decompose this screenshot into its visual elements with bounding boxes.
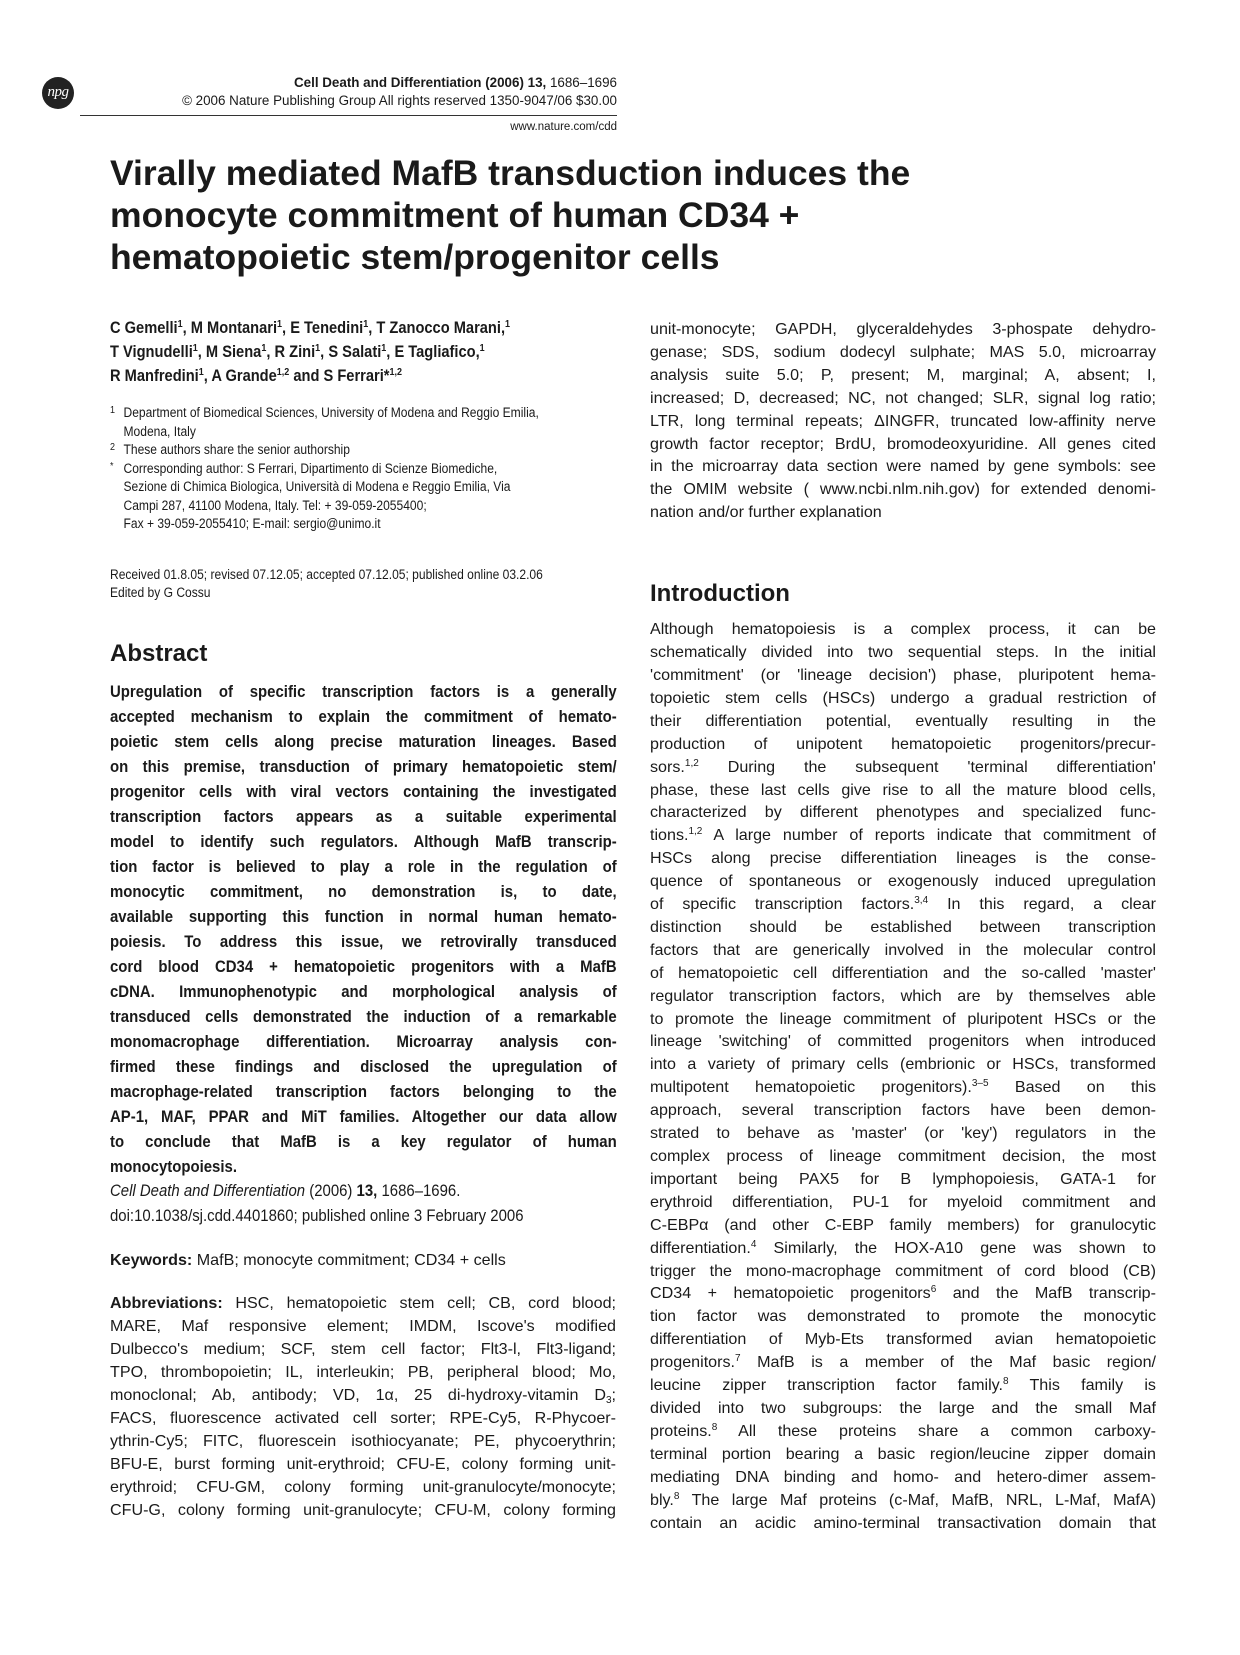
title-line: monocyte commitment of human CD34 + — [110, 195, 800, 235]
abstract-line: model to identify such regulators. Although MafB transcrip- — [110, 831, 617, 851]
intro-line — [650, 1512, 1156, 1535]
intro-line — [650, 1420, 1156, 1443]
intro-text: of specific transcription factors. — [650, 895, 915, 914]
abbreviation-text: ; — [611, 1386, 616, 1405]
intro-text: distinction should be established between transcription — [650, 917, 1156, 936]
author-affiliation-mark: 1 — [315, 343, 321, 354]
intro-text: to promote the lineage commitment of pluripotent HSCs or the — [650, 1009, 1156, 1028]
abbreviation-line: in the microarray data section were named by gene symbols: see — [650, 457, 1156, 476]
affiliation-mark: 2 — [110, 442, 116, 453]
reference-mark: 6 — [930, 1284, 937, 1296]
abstract-line: macrophage-related transcription factors belonging to the — [110, 1081, 617, 1101]
intro-line — [650, 1489, 1156, 1512]
page-range: 1686–1696 — [549, 75, 617, 90]
intro-text: 'commitment' (or 'lineage decision') phase, pluripotent hema- — [650, 665, 1156, 684]
reference-mark: 8 — [1002, 1376, 1009, 1388]
keywords-label: Keywords: — [110, 1250, 193, 1269]
abbreviation-line: unit-monocyte; GAPDH, glyceraldehydes 3-phospate dehydro- — [650, 320, 1156, 338]
intro-line — [650, 962, 1156, 985]
abbreviation-line: analysis suite 5.0; P, present; M, marginal; A, absent; I, — [650, 365, 1156, 384]
intro-text: During the subsequent 'terminal differentiation' — [698, 757, 1156, 776]
abbreviation-line — [110, 1430, 616, 1453]
intro-text: production of unipotent hematopoietic progenitors/precur- — [650, 734, 1156, 753]
intro-text: tion factor was demonstrated to promote the monocytic — [650, 1307, 1156, 1326]
npg-logo: npg — [42, 77, 74, 109]
intro-line — [650, 1214, 1156, 1237]
intro-line — [650, 1053, 1156, 1076]
intro-line — [650, 1305, 1156, 1328]
abstract-line: firmed these findings and disclosed the upregulation of — [110, 1056, 617, 1076]
introduction-heading: Introduction — [650, 580, 790, 608]
citation-doi[interactable]: doi:10.1038/sj.cdd.4401860; published online 3 February 2006 — [110, 1205, 524, 1225]
intro-text: strated to behave as 'master' (or 'key') regulators in the — [650, 1124, 1156, 1143]
abstract-line: transcription factors appears as a suitable experimental — [110, 806, 617, 826]
journal-url[interactable]: www.nature.com/cdd — [510, 121, 617, 133]
affiliation-mark: * — [110, 460, 114, 472]
intro-line — [650, 779, 1156, 802]
abbreviation-line: LTR, long terminal repeats; ΔINGFR, truncated low-affinity nerve — [650, 411, 1156, 430]
intro-text: of hematopoietic cell differentiation and the so-called 'master' — [650, 963, 1156, 982]
abbreviation-text: TPO, thrombopoietin; IL, interleukin; PB, peripheral blood; Mo, — [110, 1363, 616, 1382]
affiliation — [110, 404, 619, 441]
abbreviation-line — [110, 1407, 616, 1430]
intro-line — [650, 1374, 1156, 1397]
author-affiliation-mark: 1 — [261, 343, 267, 354]
citation-pages: 1686–1696. — [377, 1180, 461, 1200]
abbreviation-text: HSC, hematopoietic stem cell; CB, cord blood; — [222, 1294, 616, 1313]
abstract-line: transduced cells demonstrated the induction of a remarkable — [110, 1006, 617, 1026]
author-affiliation-mark: 1 — [381, 343, 387, 354]
reference-mark: 7 — [735, 1353, 741, 1365]
reference-mark: 1,2 — [684, 757, 699, 769]
intro-text: mediating DNA binding and homo- and hetero-dimer assem- — [650, 1467, 1156, 1486]
intro-line — [650, 756, 1156, 779]
intro-text: important being PAX5 for B lymphopoiesis, GATA-1 for — [650, 1169, 1156, 1188]
intro-text: progenitors. — [650, 1353, 735, 1372]
abstract-line: available supporting this function in normal human hemato- — [110, 906, 617, 926]
intro-line — [650, 618, 1156, 641]
citation — [110, 1178, 617, 1228]
intro-line — [650, 1237, 1156, 1260]
author-list — [110, 316, 614, 388]
affiliation — [110, 441, 619, 460]
title-line: Virally mediated MafB transduction induces the — [110, 153, 911, 193]
author-affiliation-mark: 1 — [505, 319, 511, 330]
abstract-line: tion factor is believed to play a role in the regulation of — [110, 856, 617, 876]
intro-line — [650, 1030, 1156, 1053]
intro-text: HSCs along precise differentiation lineages is the conse- — [650, 849, 1156, 868]
intro-text: Although hematopoiesis is a complex process, it can be — [650, 620, 1156, 639]
author-line: T Vignudelli$^1$, M Siena$^1$, R Zini$^1$, S Salati$^1$, E Tagliafico,$^1$ — [110, 343, 485, 361]
intro-line — [650, 1122, 1156, 1145]
abstract-line: accepted mechanism to explain the commitment of hemato- — [110, 706, 617, 726]
intro-text: All these proteins share a common carboxy- — [717, 1421, 1156, 1440]
article-dates — [110, 566, 619, 603]
abbreviation-line — [110, 1292, 616, 1315]
left-column — [110, 316, 616, 1521]
author-affiliation-mark: 1 — [192, 343, 198, 354]
intro-line — [650, 801, 1156, 824]
author-affiliation-mark: 1,2 — [389, 367, 402, 378]
title-line: hematopoietic stem/progenitor cells — [110, 237, 720, 277]
intro-text: bly. — [650, 1490, 674, 1509]
intro-text: CD34 + hematopoietic progenitors — [650, 1284, 931, 1303]
author-line: R Manfredini$^1$, A Grande$^{1,2}$ and S Ferrari*$^{1,2}$ — [110, 367, 402, 385]
intro-text: divided into two subgroups: the large and the small Maf — [650, 1398, 1156, 1417]
intro-text: approach, several transcription factors have been demon- — [650, 1101, 1156, 1120]
intro-text: regulator transcription factors, which are by themselves able — [650, 986, 1156, 1005]
intro-text: contain an acidic amino-terminal transactivation domain that — [650, 1513, 1156, 1532]
abstract-line: cord blood CD34 + hematopoietic progenitors with a MafB — [110, 956, 617, 976]
intro-line — [650, 1260, 1156, 1283]
author-affiliation-mark: 1 — [277, 319, 283, 330]
intro-text: tions. — [650, 826, 689, 845]
reference-mark: 8 — [711, 1421, 718, 1433]
editor-line: Edited by G Cossu — [110, 585, 211, 600]
abstract-line: monocytic commitment, no demonstration is, to date, — [110, 881, 617, 901]
introduction-text — [650, 618, 1156, 1534]
intro-line — [650, 870, 1156, 893]
intro-line — [650, 1008, 1156, 1031]
intro-text: complex process of lineage commitment decision, the most — [650, 1147, 1156, 1165]
intro-text: This family is — [1008, 1376, 1156, 1395]
citation-volume: 13, — [356, 1180, 378, 1200]
intro-line — [650, 824, 1156, 847]
intro-text: terminal portion bearing a basic region/leucine zipper domain — [650, 1444, 1156, 1463]
affiliation-line: Campi 287, 41100 Modena, Italy. Tel: + 39-059-2055400; — [123, 497, 427, 513]
citation-journal: Cell Death and Differentiation — [110, 1180, 306, 1200]
abstract-line: monomacrophage differentiation. Microarray analysis con- — [110, 1031, 617, 1051]
abbreviation-line: growth factor receptor; BrdU, bromodeoxyuridine. All genes cited — [650, 434, 1156, 453]
abstract-text — [110, 679, 617, 1179]
abbreviation-line: nation and/or further explanation — [650, 503, 882, 522]
intro-text: differentiation of Myb-Ets transformed avian hematopoietic — [650, 1330, 1156, 1349]
abstract-line: progenitor cells with viral vectors containing the investigated — [110, 781, 617, 801]
intro-text: factors that are generically involved in the molecular control — [650, 940, 1156, 959]
abstract-line: on this premise, transduction of primary hematopoietic stem/ — [110, 756, 617, 776]
intro-text: Similarly, the HOX-A10 gene was shown to — [756, 1238, 1156, 1257]
abstract-line: Upregulation of specific transcription factors is a generally — [110, 681, 617, 701]
reference-mark: 8 — [673, 1490, 680, 1502]
subscript: 3 — [605, 1395, 612, 1407]
intro-text: their differentiation potential, eventually resulting in the — [650, 711, 1156, 730]
intro-line — [650, 985, 1156, 1008]
abbreviation-text: BFU-E, burst forming unit-erythroid; CFU-E, colony forming unit- — [110, 1454, 616, 1473]
intro-text: differentiation. — [650, 1238, 751, 1257]
intro-text: Based on this — [988, 1078, 1156, 1097]
intro-line — [650, 847, 1156, 870]
copyright-line: © 2006 Nature Publishing Group All rights reserved 1350-9047/06 $30.00 — [182, 93, 617, 108]
author-affiliation-mark: 1 — [177, 319, 183, 330]
intro-text: The large Maf proteins (c-Maf, MafB, NRL, L-Maf, MafA) — [679, 1490, 1156, 1509]
intro-line — [650, 1145, 1156, 1168]
intro-text: phase, these last cells give rise to all the mature blood cells, — [650, 780, 1156, 799]
abbreviation-line — [110, 1384, 616, 1407]
affiliation-line: Modena, Italy — [123, 423, 196, 439]
right-column — [650, 318, 1156, 1534]
intro-line — [650, 1443, 1156, 1466]
author-line: C Gemelli$^1$, M Montanari$^1$, E Tenedini$^1$, T Zanocco Marani,$^1$ — [110, 319, 511, 337]
intro-line — [650, 664, 1156, 687]
reference-mark: 4 — [750, 1238, 757, 1250]
reference-mark: 3–5 — [971, 1078, 989, 1090]
abstract-line: poiesis. To address this issue, we retrovirally transduced — [110, 931, 617, 951]
intro-line — [650, 641, 1156, 664]
intro-line — [650, 1351, 1156, 1374]
intro-line — [650, 1099, 1156, 1122]
abstract-line: AP-1, MAF, PPAR and MiT families. Altogether our data allow — [110, 1106, 617, 1126]
intro-line — [650, 733, 1156, 756]
intro-text: multipotent hematopoietic progenitors). — [650, 1078, 972, 1097]
abbreviation-line — [110, 1499, 616, 1522]
abbreviation-text: erythroid; CFU-GM, colony forming unit-granulocyte/monocyte; — [110, 1477, 616, 1496]
abstract-heading: Abstract — [110, 639, 208, 667]
intro-line — [650, 916, 1156, 939]
abbreviation-text: FACS, fluorescence activated cell sorter; RPE-Cy5, R-Phycoer- — [110, 1408, 616, 1427]
affiliation-line: Corresponding author: S Ferrari, Dipartimento di Scienze Biomediche, — [123, 460, 498, 476]
citation-year: (2006) — [305, 1180, 357, 1200]
journal-header — [182, 74, 617, 110]
author-affiliation-mark: 1 — [198, 367, 204, 378]
affiliation-line: These authors share the senior authorship — [123, 442, 350, 457]
article-title — [110, 152, 1110, 278]
affiliation — [110, 460, 619, 534]
affiliation-line: Fax + 39-059-2055410; E-mail: sergio@unimo.it — [123, 516, 381, 531]
abbreviation-text: CFU-G, colony forming unit-granulocyte; CFU-M, colony forming — [110, 1500, 616, 1519]
keywords-text: MafB; monocyte commitment; CD34 + cells — [192, 1250, 506, 1269]
abbreviation-line: increased; D, decreased; NC, not changed; SLR, signal log ratio; — [650, 388, 1156, 407]
author-affiliation-mark: 1 — [363, 319, 369, 330]
keywords — [110, 1249, 616, 1272]
abstract-line: to conclude that MafB is a key regulator of human — [110, 1131, 617, 1151]
intro-text: A large number of reports indicate that commitment of — [702, 826, 1156, 845]
intro-text: proteins. — [650, 1421, 712, 1440]
abbreviation-text: monoclonal; Ab, antibody; VD, 1α, 25 di-hydroxy-vitamin D — [110, 1386, 606, 1405]
received-dates: Received 01.8.05; revised 07.12.05; accepted 07.12.05; published online 03.2.06 — [110, 566, 543, 582]
intro-line — [650, 1466, 1156, 1489]
intro-text: In this regard, a clear — [928, 895, 1156, 914]
abbreviation-line — [110, 1315, 616, 1338]
affiliation-mark: 1 — [110, 405, 116, 416]
reference-mark: 1,2 — [688, 826, 703, 838]
author-affiliation-mark: 1,2 — [276, 367, 290, 378]
intro-text: and the MafB transcrip- — [936, 1284, 1156, 1303]
intro-text: into a variety of primary cells (embrionic or HSCs, transformed — [650, 1055, 1156, 1074]
journal-citation: Cell Death and Differentiation (2006) 13, — [293, 75, 550, 90]
affiliation-line: Department of Biomedical Sciences, University of Modena and Reggio Emilia, — [123, 405, 539, 420]
intro-text: MafB is a member of the Maf basic region/ — [740, 1353, 1156, 1372]
abbreviation-line — [110, 1453, 616, 1476]
abstract-line: monocytopoiesis. — [110, 1156, 237, 1176]
affiliations — [110, 404, 619, 534]
abbreviation-line: the OMIM website ( www.ncbi.nlm.nih.gov) for extended denomi- — [650, 480, 1156, 499]
abstract-line: poietic stem cells along precise maturation lineages. Based — [110, 731, 617, 751]
intro-text: characterized by different phenotypes and specialized func- — [650, 803, 1156, 822]
abbreviation-line — [110, 1361, 616, 1384]
abbreviations — [110, 1292, 616, 1521]
abstract-line: cDNA. Immunophenotypic and morphological analysis of — [110, 981, 617, 1001]
author-affiliation-mark: 1 — [479, 343, 485, 354]
abbreviation-line — [110, 1476, 616, 1499]
abbreviations-label: Abbreviations: — [110, 1294, 223, 1313]
abbreviation-line — [110, 1338, 616, 1361]
intro-line — [650, 939, 1156, 962]
reference-mark: 3,4 — [914, 895, 929, 907]
abbreviation-text: Dulbecco's medium; SCF, stem cell factor; Flt3-l, Flt3-ligand; — [110, 1340, 616, 1359]
intro-text: schematically divided into two sequential steps. In the initial — [650, 643, 1156, 662]
intro-text: leucine zipper transcription factor family. — [650, 1376, 1003, 1395]
intro-text: topoietic stem cells (HSCs) undergo a gradual restriction of — [650, 688, 1156, 707]
intro-line — [650, 893, 1156, 916]
abbreviation-text: ythrin-Cy5; FITC, fluorescein isothiocyanate; PE, phycoerythrin; — [110, 1431, 616, 1450]
intro-line — [650, 710, 1156, 733]
intro-line — [650, 1168, 1156, 1191]
intro-line — [650, 1191, 1156, 1214]
affiliation-line: Sezione di Chimica Biologica, Università di Modena e Reggio Emilia, Via — [123, 479, 511, 494]
abbreviations-continued — [650, 318, 1156, 524]
intro-text: erythroid differentiation, PU-1 for myeloid commitment and — [650, 1192, 1156, 1211]
intro-text: lineage 'switching' of committed progenitors when introduced — [650, 1032, 1156, 1051]
abbreviation-line: genase; SDS, sodium dodecyl sulphate; MAS 5.0, microarray — [650, 342, 1156, 361]
intro-line — [650, 1282, 1156, 1305]
intro-line — [650, 1076, 1156, 1099]
intro-text: C-EBPα (and other C-EBP family members) for granulocytic — [650, 1215, 1156, 1234]
intro-line — [650, 1328, 1156, 1351]
intro-line — [650, 1397, 1156, 1420]
intro-text: sors. — [650, 757, 685, 776]
intro-text: trigger the mono-macrophage commitment of cord blood (CB) — [650, 1261, 1156, 1280]
intro-line — [650, 687, 1156, 710]
header-rule — [80, 115, 617, 116]
intro-text: quence of spontaneous or exogenously induced upregulation — [650, 872, 1156, 891]
abbreviation-text: MARE, Maf responsive element; IMDM, Iscove's modified — [110, 1317, 616, 1336]
